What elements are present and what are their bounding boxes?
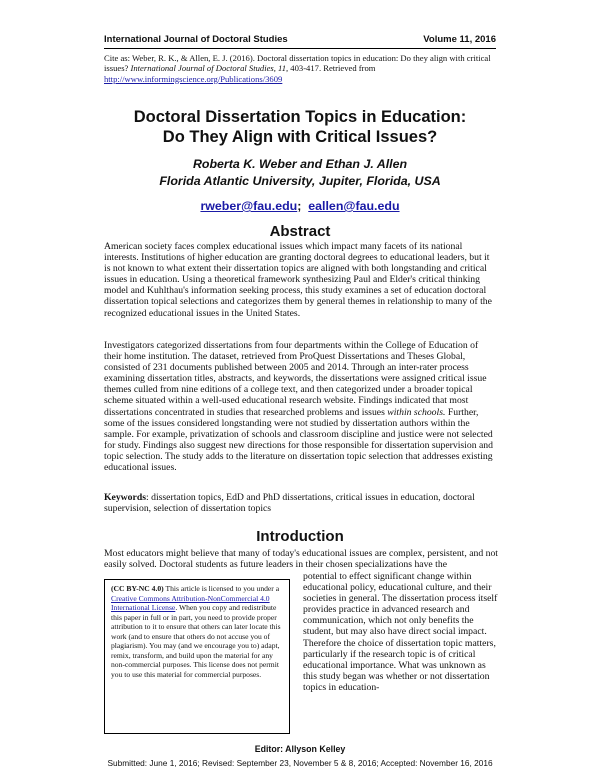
abstract-p2-continued: Further, some of the issues considered longstanding were not studied by dissertation authors within the sample. For example, privatization of schools and classroom discipline and justice were not selected for study. Findings also suggest new directions for those responsible for dissertation supervision and topic selection. The study adds to the literature on dissertation topic selection that addresses existing educational issues. <box>104 406 493 474</box>
abstract-p2-text: Investigators categorized dissertations from four departments within the College of Education of their home institution. The dataset, retrieved from ProQuest Dissertations and Theses Global, consisted of 231 documents published between 2005 and 2014. Through an inter-rater process examining dissertation titles, abstracts, and keywords, the dissertations were assigned critical issue themes culled from nine editions of a college text, and then categorized under a broader topical scheme situated within a well-used educational research website. Findings indicated that most dissertations concentrated in studies that researched problems and issues <box>104 340 487 418</box>
author-names: Roberta K. Weber and Ethan J. Allen <box>192 157 408 171</box>
license-box <box>104 579 290 734</box>
introduction-right-column: potential to effect significant change within educational policy, educational culture, and their societies in general. The dissertation process itself provides practice in advanced research and communication, which not only benefits the student, but may also have direct social impact. Therefore the choice of dissertation topic matters, particularly if the research topic is of critical educational importance. What was unknown as this study began was whether or not dissertation topics in education- <box>303 571 498 693</box>
keywords-label: Keywords <box>104 492 146 503</box>
license-label: (CC BY-NC 4.0) <box>111 584 164 593</box>
license-link[interactable]: Creative Commons Attribution-NonCommercial 4.0 International License <box>111 593 270 612</box>
abstract-heading: Abstract <box>269 223 331 240</box>
running-header <box>104 34 496 45</box>
introduction-paragraph: Most educators might believe that many of today's educational issues are complex, persistent, and not easily solved. Doctoral students as future leaders in their chosen specializations have the <box>104 548 498 571</box>
volume-label: Volume 11, 2016 <box>423 34 496 45</box>
journal-name: International Journal of Doctoral Studies <box>104 34 288 45</box>
submission-dates: Submitted: June 1, 2016; Revised: September 23, November 5 & 8, 2016; Accepted: November 16, 2016 <box>107 758 493 768</box>
abstract-paragraph-2 <box>104 340 498 473</box>
citation-pages: 403-417. Retrieved from <box>290 63 376 74</box>
author-block <box>70 156 530 190</box>
keywords-list: : dissertation topics, EdD and PhD dissertations, critical issues in education, doctoral supervision, selection of dissertation topics <box>104 492 475 515</box>
keywords-line <box>104 492 498 514</box>
header-divider <box>104 48 496 49</box>
citation-prefix: Cite as: Weber, R. K., & Allen, E. J. (2016). Doctoral dissertation topics in education: Do they align with critical issues? <box>104 53 491 74</box>
abstract-paragraph-1: American society faces complex educational issues which impact many facets of its national interests. Institutions of higher education are granting doctoral degrees to educational leaders, but it is not known to what extent their dissertation topics are aligned with both longstanding and critical issues in education. Using a theoretical framework synthesizing Paul and Elder's critical thinking model and Kuhlthau's information seeking process, this study examines a set of education doctoral dissertation topical selections and categorizes them by general themes in relationship to many of the recognized educational issues in the United States. <box>104 241 492 319</box>
abstract-p2-emphasis: within schools. <box>387 406 446 418</box>
paper-title <box>70 107 530 147</box>
introduction-heading: Introduction <box>256 528 344 545</box>
citation-url-link[interactable]: http://www.informingscience.org/Publications/3609 <box>104 73 283 84</box>
editor-line: Editor: Allyson Kelley <box>254 744 346 754</box>
author-emails <box>70 199 530 213</box>
citation-journal: International Journal of Doctoral Studies, 11, <box>130 63 289 74</box>
title-line-1: Doctoral Dissertation Topics in Education: <box>133 108 467 126</box>
email-separator: ; <box>297 199 302 213</box>
email-link-allen[interactable]: eallen@fau.edu <box>308 199 400 213</box>
author-affiliation: Florida Atlantic University, Jupiter, Florida, USA <box>159 174 441 188</box>
license-text-2: . When you copy and redistribute this paper in full or in part, you need to provide proper attribution to it to ensure that others can later locate this work (and to ensure that others do not accuse you of plagiarism). You may (and we encourage you to) adapt, remix, transform, and build upon the material for any non-commercial purposes. This license does not permit you to use this material for commercial purposes. <box>111 603 281 679</box>
email-link-weber[interactable]: rweber@fau.edu <box>200 199 298 213</box>
citation-block <box>104 53 504 84</box>
license-text-1: This article is licensed to you under a <box>165 584 280 593</box>
title-line-2: Do They Align with Critical Issues? <box>162 128 438 146</box>
